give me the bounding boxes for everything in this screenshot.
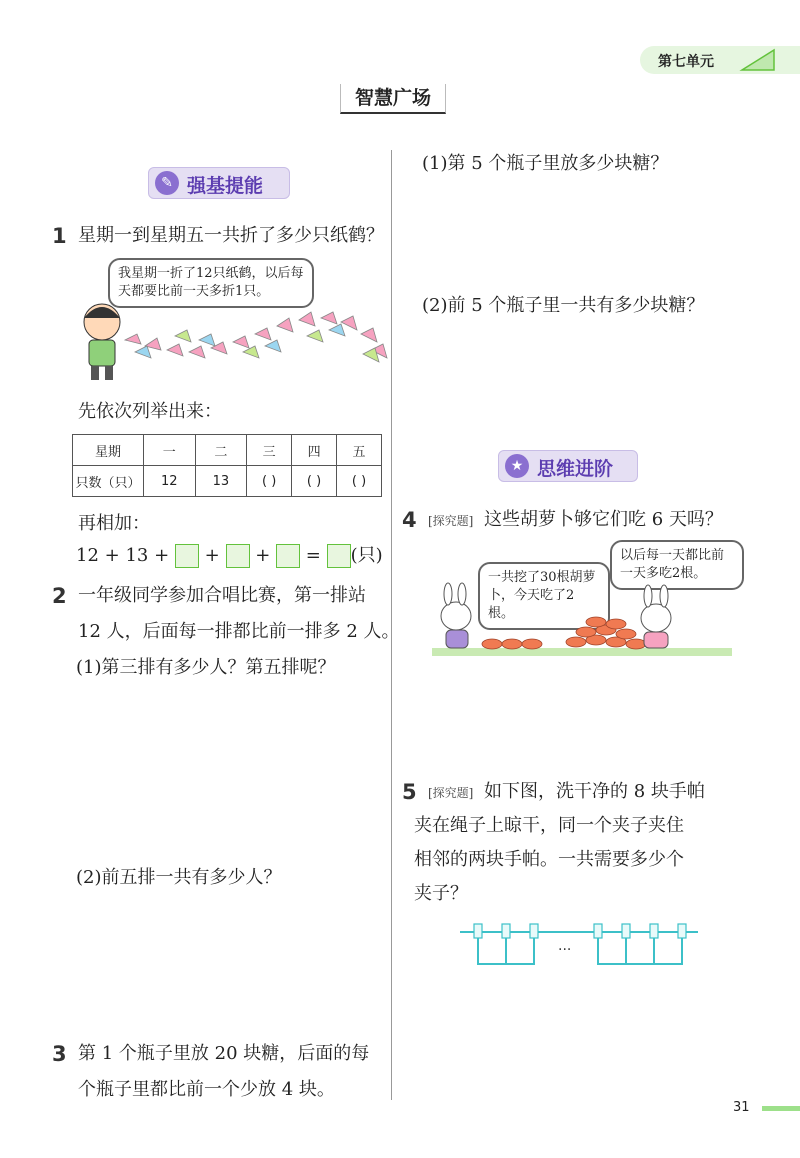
equation-operator: + xyxy=(154,545,170,566)
q3-sub2: (2)前 5 个瓶子里一共有多少块糖？ xyxy=(422,295,705,316)
q5-line: 如下图，洗干净的 8 块手帕 xyxy=(484,781,705,802)
boy-with-cranes-illustration xyxy=(75,300,393,382)
rabbits-carrots-illustration xyxy=(432,582,734,658)
q1-list-prompt: 先依次列举出来： xyxy=(78,401,222,422)
equation-operator: + xyxy=(255,545,271,566)
section-basic-label: 强基提能 xyxy=(187,175,264,197)
answer-blank[interactable]: ( ) xyxy=(337,466,382,497)
q2-line: 12 人，后面每一排都比前一排多 2 人。 xyxy=(78,621,400,642)
table-header-cell: 二 xyxy=(195,435,247,466)
q1-equation xyxy=(76,544,383,568)
equation-operator: = xyxy=(305,545,321,566)
q1-speech-bubble: 我星期一折了12只纸鹤，以后每天都要比前一天多折1只。 xyxy=(108,258,314,308)
q5-line: 夹在绳子上晾干，同一个夹子夹住 xyxy=(414,815,684,836)
table-row xyxy=(73,466,382,497)
section-basic xyxy=(148,167,290,199)
q4-text: 这些胡萝卜够它们吃 6 天吗？ xyxy=(484,509,723,530)
page-number-bar xyxy=(762,1106,800,1111)
ruler-icon xyxy=(738,48,778,72)
q2-line: 一年级同学参加合唱比赛，第一排站 xyxy=(78,585,366,606)
unit-label: 第七单元 xyxy=(658,54,714,70)
table-header-cell: 星期 xyxy=(73,435,144,466)
q1-text: 星期一到星期五一共折了多少只纸鹤？ xyxy=(78,225,384,246)
table-cell: 12 xyxy=(144,466,196,497)
table-header-cell: 三 xyxy=(247,435,292,466)
medal-icon: ★ xyxy=(505,454,529,478)
table-row xyxy=(73,435,382,466)
table-cell: 只数（只） xyxy=(73,466,144,497)
section-advanced-label: 思维进阶 xyxy=(537,458,614,480)
ellipsis-text: ... xyxy=(558,938,572,954)
question-number: 4 xyxy=(402,508,417,532)
q5-tag: [探究题] xyxy=(428,786,474,800)
table-header-cell: 一 xyxy=(144,435,196,466)
answer-box[interactable] xyxy=(175,544,199,568)
question-number: 2 xyxy=(52,584,67,608)
answer-box[interactable] xyxy=(327,544,351,568)
q1-table xyxy=(72,434,382,497)
table-header-cell: 四 xyxy=(292,435,337,466)
equation-operator: + xyxy=(104,545,120,566)
q3-sub1: (1)第 5 个瓶子里放多少块糖？ xyxy=(422,153,669,174)
q2-sub2: (2)前五排一共有多少人？ xyxy=(76,867,282,888)
section-advanced xyxy=(498,450,638,482)
q5-line: 夹子？ xyxy=(414,883,468,904)
equation-term: 12 xyxy=(76,545,99,566)
handkerchief-clips-diagram xyxy=(460,920,700,968)
q3-line: 第 1 个瓶子里放 20 块糖，后面的每 xyxy=(78,1043,370,1064)
equation-term: 13 xyxy=(125,545,149,566)
q1-add-prompt: 再相加： xyxy=(78,513,150,534)
q4-bubble-right: 以后每一天都比前一天多吃2根。 xyxy=(610,540,744,590)
q5-line: 相邻的两块手帕。一共需要多少个 xyxy=(414,849,684,870)
question-number: 5 xyxy=(402,780,417,804)
pencil-icon: ✎ xyxy=(155,171,179,195)
page-number: 31 xyxy=(733,1100,750,1115)
equation-operator: + xyxy=(204,545,220,566)
answer-box[interactable] xyxy=(226,544,250,568)
answer-blank[interactable]: ( ) xyxy=(247,466,292,497)
answer-box[interactable] xyxy=(276,544,300,568)
q4-tag: [探究题] xyxy=(428,514,474,528)
question-number: 3 xyxy=(52,1042,67,1066)
page-title: 智慧广场 xyxy=(340,84,446,114)
answer-blank[interactable]: ( ) xyxy=(292,466,337,497)
table-cell: 13 xyxy=(195,466,247,497)
question-number: 1 xyxy=(52,224,67,248)
unit-tab xyxy=(640,46,800,74)
equation-unit: (只) xyxy=(350,545,383,566)
table-header-cell: 五 xyxy=(337,435,382,466)
q2-sub1: (1)第三排有多少人？第五排呢？ xyxy=(76,657,336,678)
q4-bubble-left: 一共挖了30根胡萝卜，今天吃了2根。 xyxy=(478,562,610,630)
q3-line: 个瓶子里都比前一个少放 4 块。 xyxy=(78,1079,335,1100)
